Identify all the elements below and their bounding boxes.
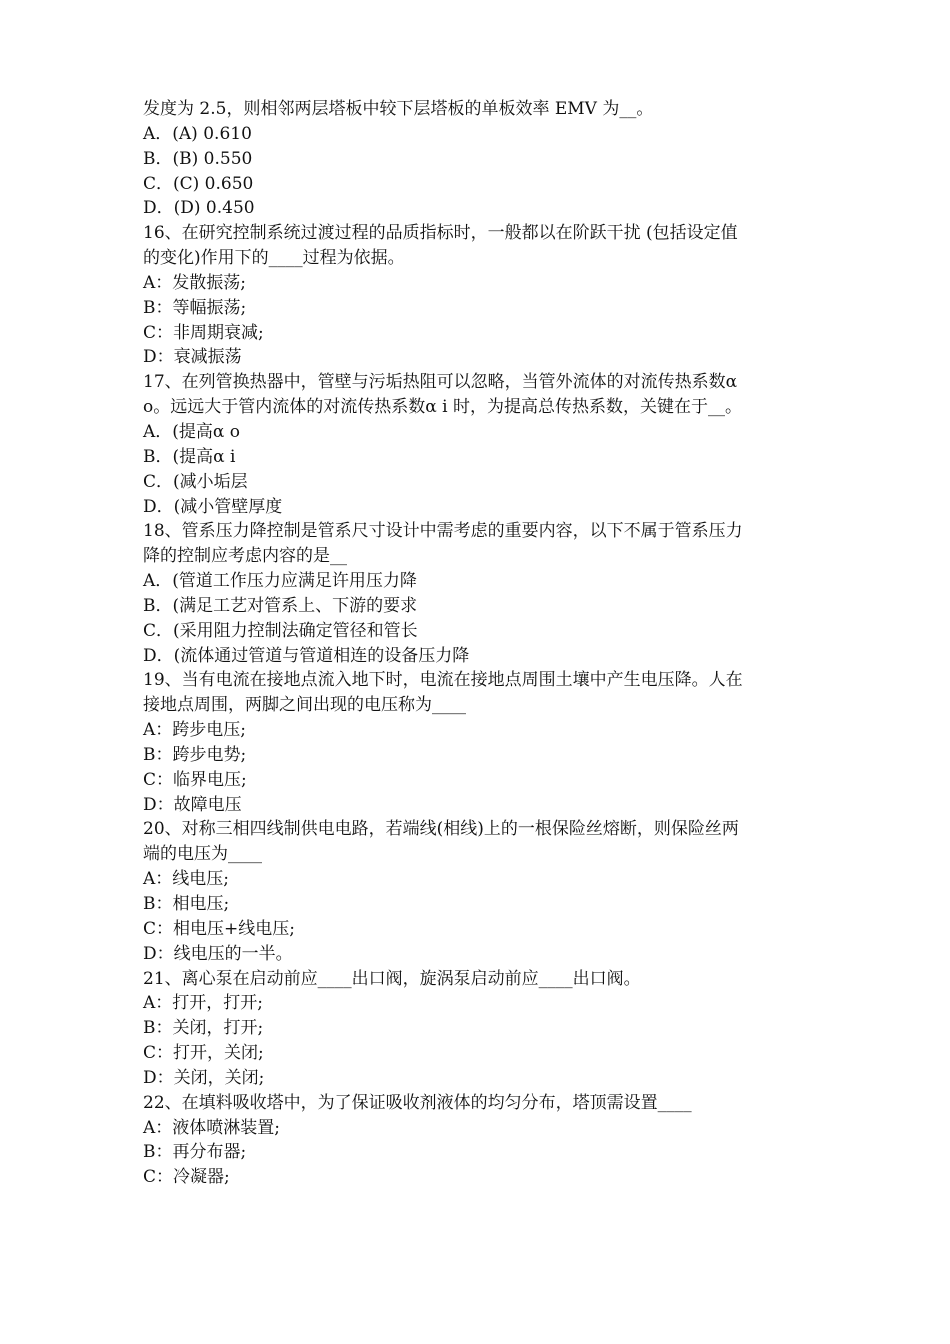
question-18: 18、管系压力降控制是管系尺寸设计中需考虑的重要内容，以下不属于管系压力 [143, 521, 743, 542]
option-line: D：线电压的一半。 [143, 943, 293, 964]
option-line: C：冷凝器; [143, 1167, 230, 1188]
question-20-cont: 端的电压为____ [143, 844, 262, 865]
question-19-cont: 接地点周围，两脚之间出现的电压称为____ [143, 695, 466, 716]
option-line: C．(减小垢层 [143, 471, 248, 492]
option-line: B：相电压; [143, 894, 230, 914]
question-20: 20、对称三相四线制供电电路，若端线(相线)上的一根保险丝熔断，则保险丝两 [143, 819, 739, 840]
option-line: C：临界电压; [143, 769, 247, 790]
option-line: D．(流体通过管道与管道相连的设备压力降 [143, 645, 470, 666]
question-17: 17、在列管换热器中，管壁与污垢热阻可以忽略，当管外流体的对流传热系数α [143, 372, 738, 393]
option-line: C：打开，关闭; [143, 1043, 264, 1064]
option-line: C．(C) 0.650 [143, 173, 254, 194]
text-line: 发度为 2.5，则相邻两层塔板中较下层塔板的单板效率 EMV 为__。 [143, 99, 654, 119]
option-line: C：非周期衰减; [143, 322, 264, 343]
question-21: 21、离心泵在启动前应____出口阀，旋涡泵启动前应____出口阀。 [143, 968, 641, 989]
option-line: B．(B) 0.550 [143, 148, 253, 169]
option-line: C．(采用阻力控制法确定管径和管长 [143, 620, 418, 641]
option-line: B：跨步电势; [143, 744, 247, 765]
option-line: A．(A) 0.610 [143, 123, 252, 144]
option-line: A：跨步电压; [143, 720, 247, 741]
option-line: B：等幅振荡; [143, 297, 247, 318]
question-17-cont: o。远远大于管内流体的对流传热系数α i 时，为提高总传热系数，关键在于__。 [143, 397, 742, 418]
option-line: B．(满足工艺对管系上、下游的要求 [143, 595, 418, 616]
option-line: D：衰减振荡 [143, 347, 242, 368]
question-19: 19、当有电流在接地点流入地下时，电流在接地点周围土壤中产生电压降。人在 [143, 670, 743, 691]
option-line: A．(管道工作压力应满足许用压力降 [143, 571, 417, 592]
option-line: D：故障电压 [143, 794, 242, 815]
option-line: A：线电压; [143, 869, 230, 890]
option-line: D：关闭，关闭; [143, 1067, 265, 1088]
option-line: A：打开，打开; [143, 993, 264, 1014]
option-line: B．(提高α i [143, 446, 236, 467]
option-line: A：发散振荡; [143, 272, 247, 293]
question-16-cont: 的变化)作用下的____过程为依据。 [143, 248, 405, 269]
question-16: 16、在研究控制系统过渡过程的品质指标时，一般都以在阶跃干扰 (包括设定值 [143, 223, 738, 244]
question-18-cont: 降的控制应考虑内容的是__ [143, 546, 347, 567]
option-line: D．(减小管壁厚度 [143, 496, 283, 517]
option-line: D．(D) 0.450 [143, 198, 255, 219]
question-22: 22、在填料吸收塔中，为了保证吸收剂液体的均匀分布，塔顶需设置____ [143, 1092, 692, 1113]
option-line: B：关闭，打开; [143, 1018, 264, 1039]
option-line: A．(提高α o [143, 421, 241, 442]
option-line: C：相电压+线电压; [143, 918, 295, 939]
document-body [143, 97, 815, 1190]
option-line: B：再分布器; [143, 1142, 247, 1163]
option-line: A：液体喷淋装置; [143, 1117, 281, 1138]
